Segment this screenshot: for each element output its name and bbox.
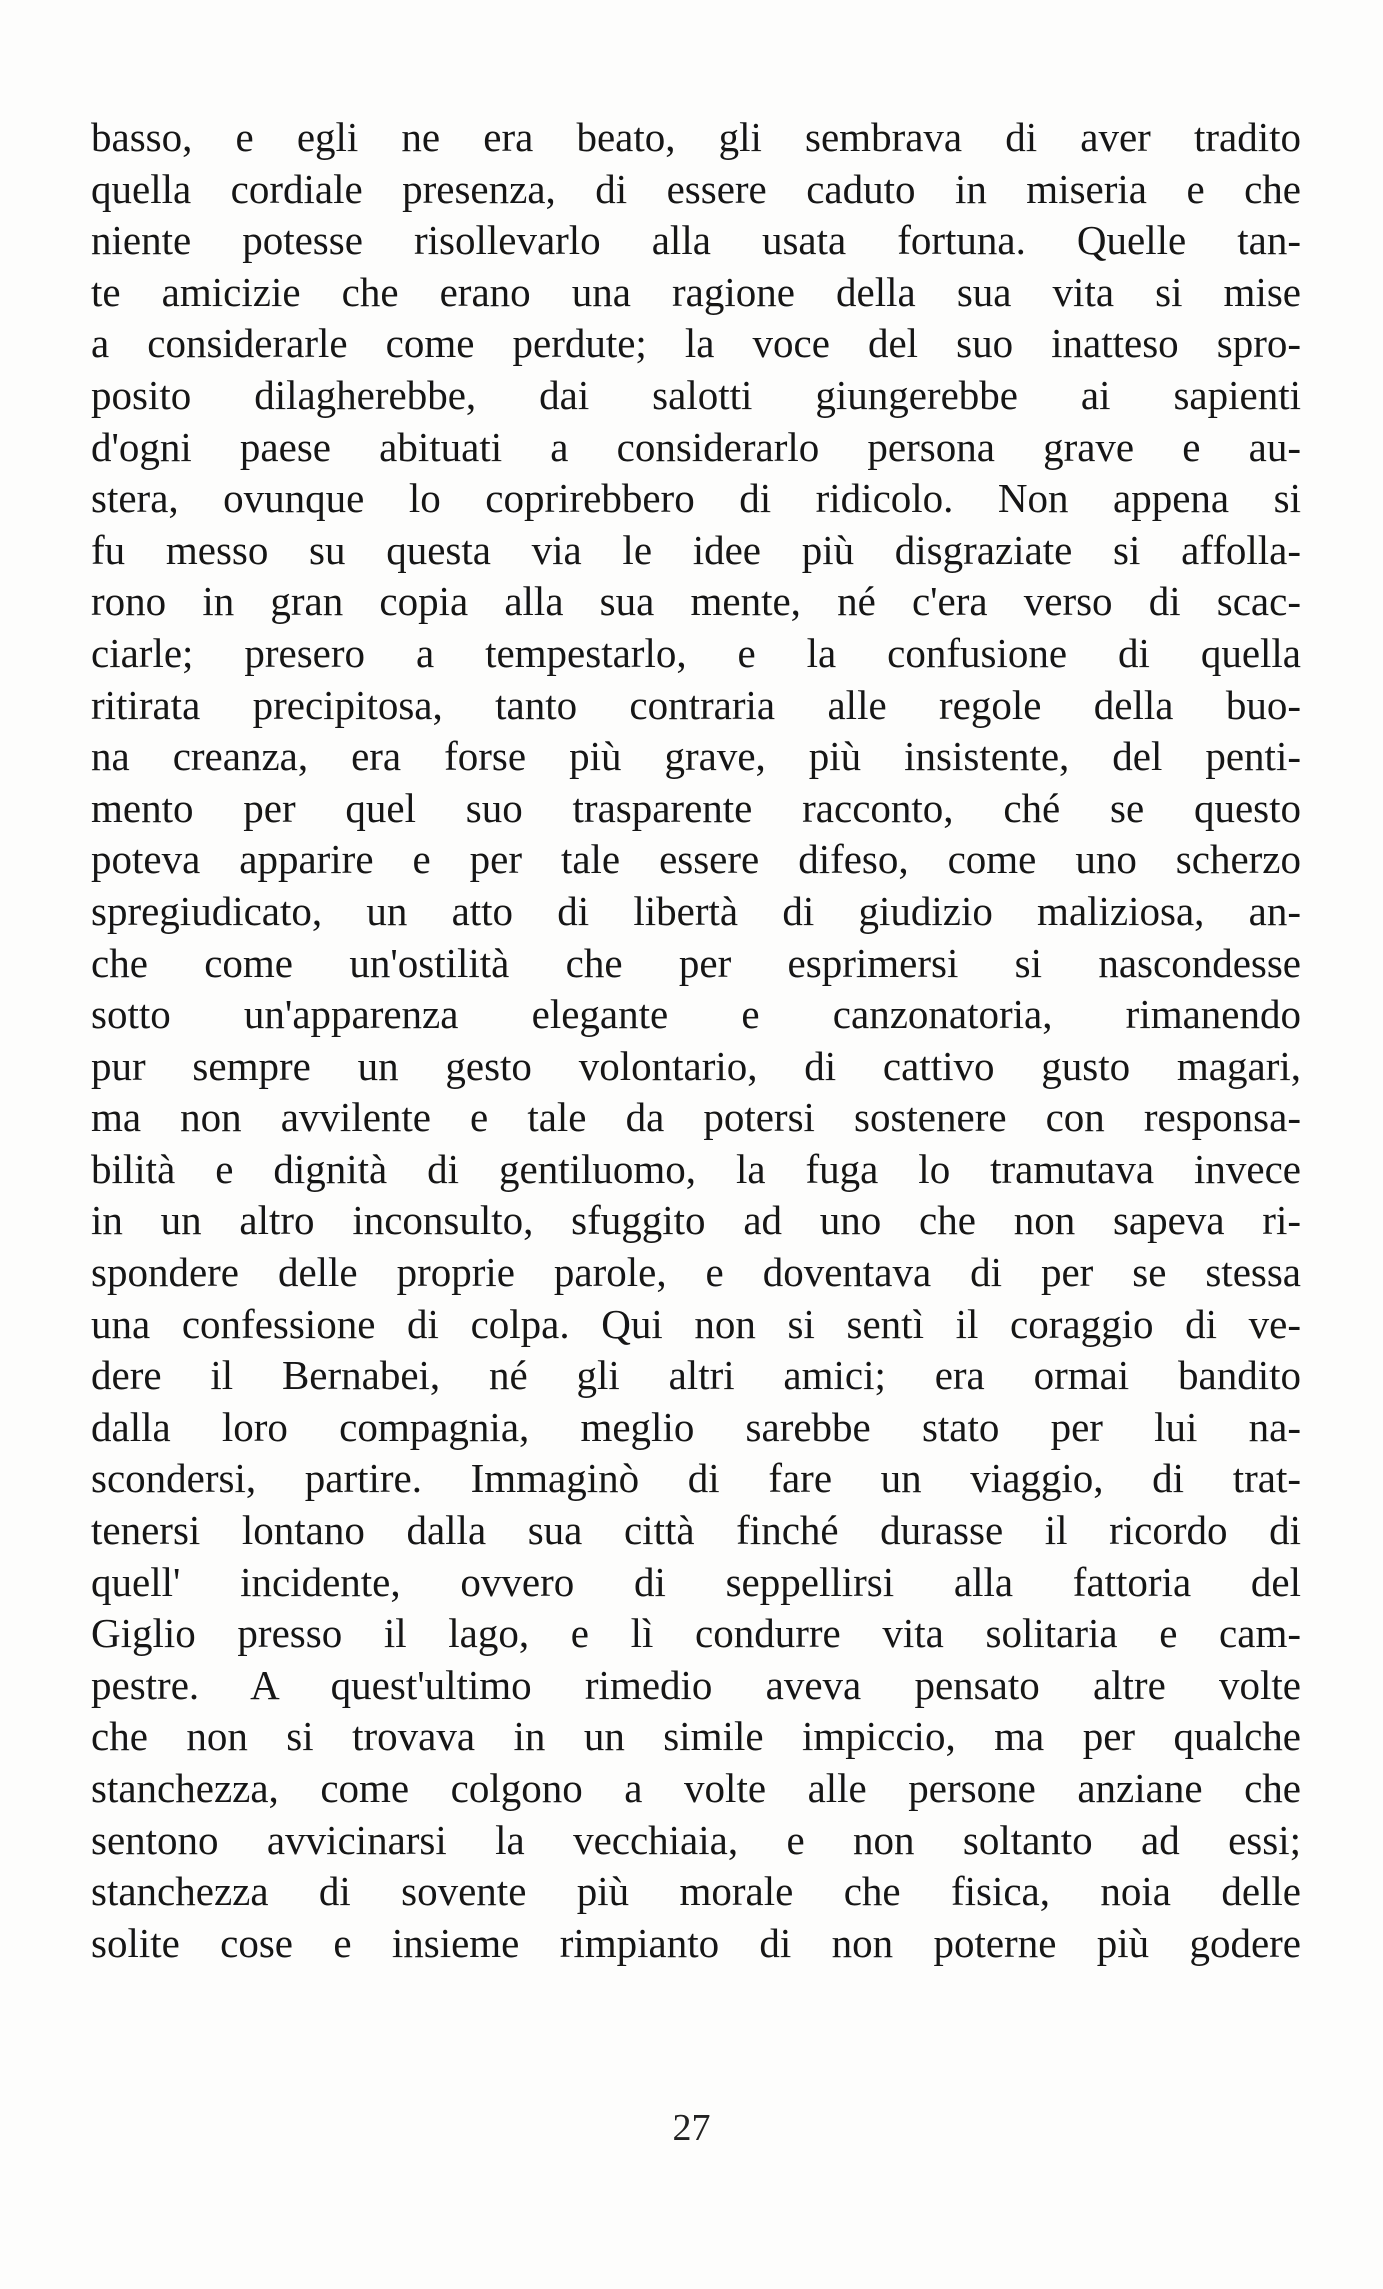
text-line: stera, ovunque lo coprirebbero di ridicolo. Non appena si [91,475,1301,522]
text-line: pestre. A quest'ultimo rimedio aveva pensato altre volte [91,1661,1301,1708]
text-line: stanchezza, come colgono a volte alle persone anziane che [91,1765,1301,1811]
text-line: dere il Bernabei, né gli altri amici; era ormai bandito [91,1352,1301,1399]
text-line: stanchezza di sovente più morale che fisica, noia delle [91,1868,1301,1915]
text-line: spondere delle proprie parole, e doventava di per se stessa [91,1249,1301,1296]
text-line: mento per quel suo trasparente racconto, ché se questo [91,784,1301,831]
text-line: quell' incidente, ovvero di seppellirsi alla fattoria del [91,1558,1301,1605]
text-line: ciarle; presero a tempestarlo, e la confusione di quella [91,629,1301,676]
text-line: te amicizie che erano una ragione della sua vita si mise [91,268,1301,315]
text-line: in un altro inconsulto, sfuggito ad uno che non sapeva ri- [91,1197,1301,1244]
text-line: sotto un'apparenza elegante e canzonatoria, rimanendo [91,991,1301,1038]
text-line: poteva apparire e per tale essere difeso, come uno scherzo [91,836,1301,883]
text-line: sentono avvicinarsi la vecchiaia, e non soltanto ad essi; [91,1816,1301,1863]
text-line: d'ogni paese abituati a considerarlo persona grave e au- [91,423,1301,470]
text-line: na creanza, era forse più grave, più insistente, del penti- [91,733,1301,780]
text-line: a considerarle come perdute; la voce del suo inatteso spro- [91,320,1301,367]
text-line: pur sempre un gesto volontario, di cattivo gusto magari, [91,1042,1301,1089]
text-line: una confessione di colpa. Qui non si sentì il coraggio di ve- [91,1300,1301,1347]
text-line: scondersi, partire. Immaginò di fare un viaggio, di trat- [91,1455,1301,1502]
text-line: basso, e egli ne era beato, gli sembrava di aver tradito [91,114,1301,160]
text-line: Giglio presso il lago, e lì condurre vita solitaria e cam- [91,1610,1301,1657]
body-text [91,112,1301,1969]
text-line: che come un'ostilità che per esprimersi si nascondesse [91,939,1301,986]
text-line: niente potesse risollevarlo alla usata fortuna. Quelle tan- [91,217,1301,264]
text-line: rono in gran copia alla sua mente, né c'era verso di scac- [91,578,1301,625]
text-line: posito dilagherebbe, dai salotti giungerebbe ai sapienti [91,371,1301,418]
text-line: dalla loro compagnia, meglio sarebbe stato per lui na- [91,1403,1301,1450]
text-line: bilità e dignità di gentiluomo, la fuga lo tramutava invece [91,1145,1301,1192]
page-number: 27 [672,2107,711,2149]
text-line: solite cose e insieme rimpianto di non poterne più godere [91,1919,1301,1966]
text-line: che non si trovava in un simile impiccio, ma per qualche [91,1713,1301,1760]
text-line: quella cordiale presenza, di essere caduto in miseria e che [91,165,1301,212]
text-line: tenersi lontano dalla sua città finché durasse il ricordo di [91,1507,1301,1554]
text-line: ritirata precipitosa, tanto contraria alle regole della buo- [91,681,1301,728]
text-line: fu messo su questa via le idee più disgraziate si affolla- [91,526,1301,573]
text-line: spregiudicato, un atto di libertà di giudizio maliziosa, an- [91,887,1301,934]
text-line: ma non avvilente e tale da potersi sostenere con responsa- [91,1094,1301,1141]
